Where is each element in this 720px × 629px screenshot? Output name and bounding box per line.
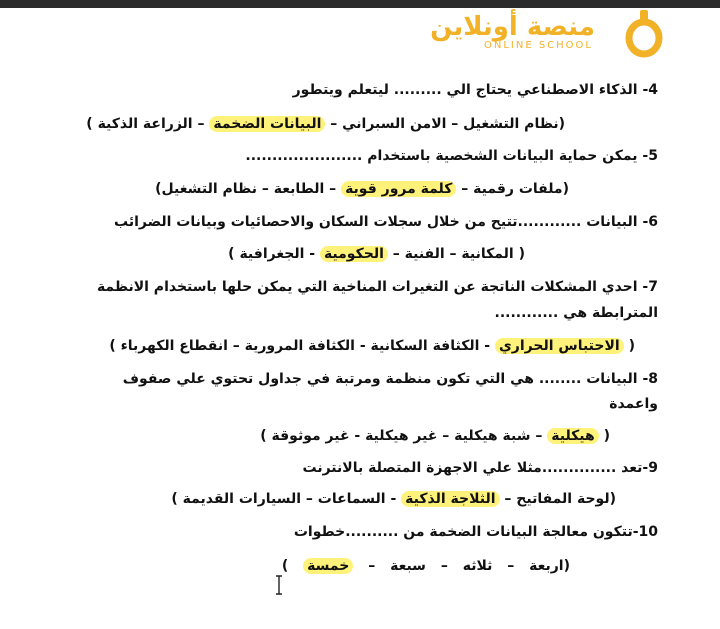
options-7 xyxy=(109,337,635,355)
question-10: 10-تتكون معالجة البيانات الضخمة من ..........خطوات xyxy=(293,524,658,540)
option-text: ( xyxy=(598,428,610,444)
option-text: ) xyxy=(281,558,304,574)
options-5 xyxy=(155,180,569,198)
option-text: – الزراعة الذكية ) xyxy=(86,116,210,132)
question-4: 4- الذكاء الاصطناعي يحتاج الي ......... ليتعلم ويتطور xyxy=(292,82,658,98)
option-text: (نظام التشغيل – الامن السبراني – xyxy=(325,116,565,132)
logo xyxy=(425,10,665,60)
logo-o-icon xyxy=(623,10,665,58)
option-text: (لوحة المفاتيح – xyxy=(499,491,616,507)
answer-highlight: البيانات الضخمة xyxy=(209,116,325,132)
options-10 xyxy=(282,557,570,575)
option-text: (اربعة – ثلاثه – سبعة – xyxy=(353,558,570,574)
option-text: ( xyxy=(623,338,635,354)
question-8-line-1: 8- البيانات ........ هي التي تكون منظمة ومرتبة في جداول تحتوي علي صفوف xyxy=(122,371,658,387)
option-text: - الجغرافية ) xyxy=(228,246,320,262)
question-9: 9-تعد ..............مثلا علي الاجهزة المتصلة بالانترنت xyxy=(302,460,658,476)
option-text: – شبة هيكلية – غير هيكلية - غير موثوقة ) xyxy=(260,428,548,444)
options-8 xyxy=(260,427,610,445)
answer-highlight: الحكومية xyxy=(320,246,388,262)
option-text: ( المكانية – الفنية – xyxy=(387,246,525,262)
answer-highlight: خمسة xyxy=(303,558,353,574)
answer-highlight: الثلاجة الذكية xyxy=(401,491,499,507)
option-text: - الكثافة السكانية - الكثافة المرورية – انقطاع الكهرباء ) xyxy=(109,338,495,354)
options-6 xyxy=(228,245,525,263)
question-8-line-2: واعمدة xyxy=(609,396,658,412)
question-6: 6- البيانات ............تتيح من خلال سجلات السكان والاحصائيات وبيانات الضرائب xyxy=(114,214,658,230)
option-text: - السماعات – السيارات القديمة ) xyxy=(171,491,402,507)
question-7-line-2: المترابطة هي ............ xyxy=(494,305,658,321)
logo-arabic-text: منصة أونلاين xyxy=(430,12,595,42)
answer-highlight: هيكلية xyxy=(547,428,598,444)
text-cursor-icon xyxy=(274,575,284,595)
top-bar xyxy=(0,0,720,8)
answer-highlight: الاحتباس الحراري xyxy=(495,338,624,354)
option-text: – الطابعة – نظام التشغيل) xyxy=(155,181,342,197)
options-9 xyxy=(171,490,616,508)
answer-highlight: كلمة مرور قوية xyxy=(341,181,456,197)
question-7-line-1: 7- احدي المشكلات الناتجة عن التغيرات المناخية التي يمكن حلها باستخدام الانظمة xyxy=(96,279,658,295)
options-4 xyxy=(86,115,565,133)
option-text: (ملفات رقمية – xyxy=(456,181,569,197)
logo-english-text: ONLINE SCHOOL xyxy=(483,40,593,51)
question-5: 5- يمكن حماية البيانات الشخصية باستخدام ...................... xyxy=(245,148,658,164)
